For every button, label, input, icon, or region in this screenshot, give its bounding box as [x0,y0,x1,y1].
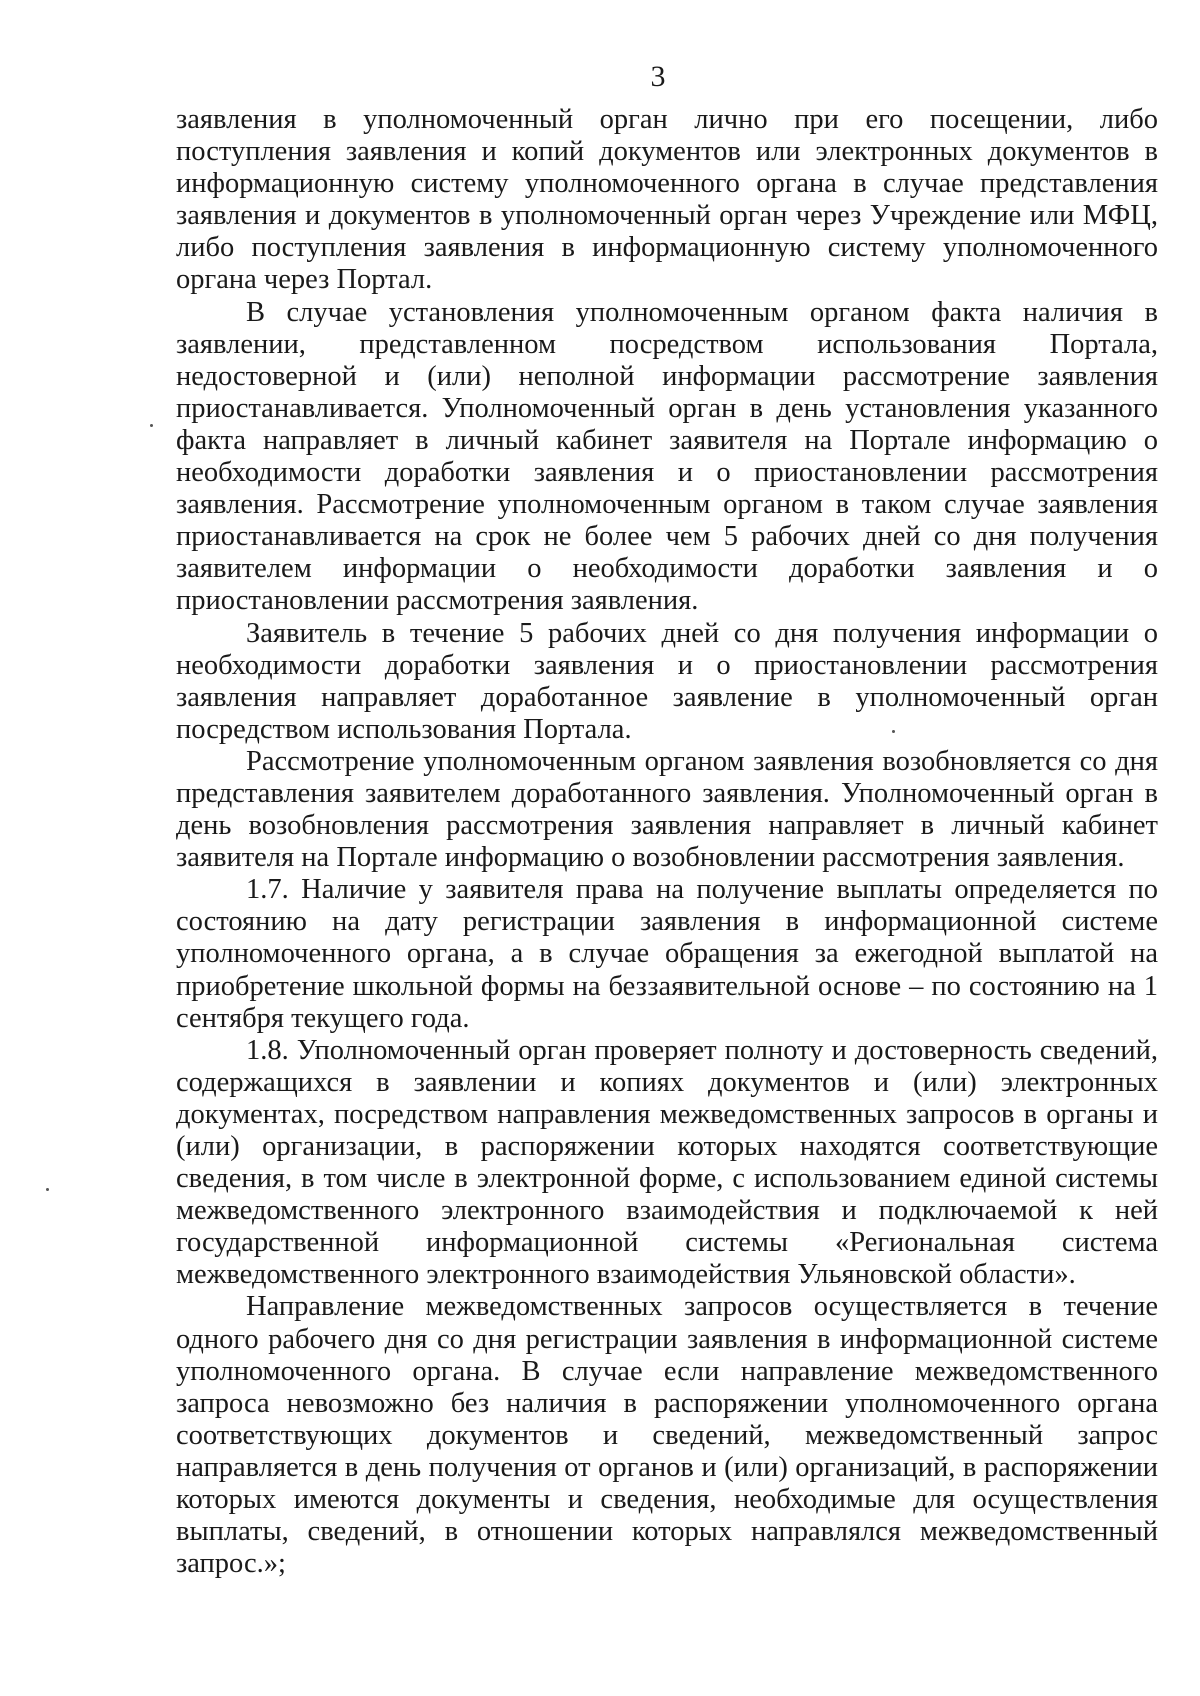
paragraph-applicant-revision: Заявитель в течение 5 рабочих дней со дня получения информации о необходимости доработки заявления и о приостановлении рассмотрения заявления направляет доработанное заявление в уполномоченный орган посредством использования Портала. [176,617,1158,745]
scan-speck-left-upper [150,424,153,427]
paragraph-continuation: заявления в уполномоченный орган лично при его посещении, либо поступления заявления и копий документов или электронных документов в информационную систему уполномоченного органа в случае представления заявления и документов в уполномоченный орган через Учреждение или МФЦ, либо поступления заявления в информационную систему уполномоченного органа через Портал. [176,104,1158,296]
scan-speck-right [892,730,895,733]
paragraph-suspension: В случае установления уполномоченным органом факта наличия в заявлении, представленном посредством использования Портала, недостоверной и (или) неполной информации рассмотрение заявления приостанавливается. Уполномоченный орган в день установления указанного факта направляет в личный кабинет заявителя на Портале информацию о необходимости доработки заявления и о приостановлении рассмотрения заявления. Рассмотрение уполномоченным органом в таком случае заявления приостанавливается на срок не более чем 5 рабочих дней со дня получения заявителем информации о необходимости доработки заявления и о приостановлении рассмотрения заявления. [176,296,1158,617]
paragraph-clause-1-8: 1.8. Уполномоченный орган проверяет полноту и достоверность сведений, содержащихся в заявлении и копиях документов и (или) электронных документах, посредством направления межведомственных запросов в органы и (или) организации, в распоряжении которых находятся соответствующие сведения, в том числе в электронной форме, с использованием единой системы межведомственного электронного взаимодействия и подключаемой к ней государственной информационной системы «Региональная система межведомственного электронного взаимодействия Ульяновской области». [176,1034,1158,1291]
scan-speck-left-lower [46,1188,49,1191]
paragraph-clause-1-7: 1.7. Наличие у заявителя права на получение выплаты определяется по состоянию на дату регистрации заявления в информационной системе уполномоченного органа, а в случае обращения за ежегодной выплатой на приобретение школьной формы на беззаявительной основе – по состоянию на 1 сентября текущего года. [176,874,1158,1034]
paragraph-interagency-requests: Направление межведомственных запросов осуществляется в течение одного рабочего дня со дня регистрации заявления в информационной системе уполномоченного органа. В случае если направление межведомственного запроса невозможно без наличия в распоряжении уполномоченного органа соответствующих документов и сведений, межведомственный запрос направляется в день получения от органов и (или) организаций, в распоряжении которых имеются документы и сведения, необходимые для осуществления выплаты, сведений, в отношении которых направлялся межведомственный запрос.»; [176,1291,1158,1580]
page-number: 3 [650,60,666,93]
document-body [176,104,1158,1580]
paragraph-resumption: Рассмотрение уполномоченным органом заявления возобновляется со дня представления заявителем доработанного заявления. Уполномоченный орган в день возобновления рассмотрения заявления направляет в личный кабинет заявителя на Портале информацию о возобновлении рассмотрения заявления. [176,745,1158,874]
